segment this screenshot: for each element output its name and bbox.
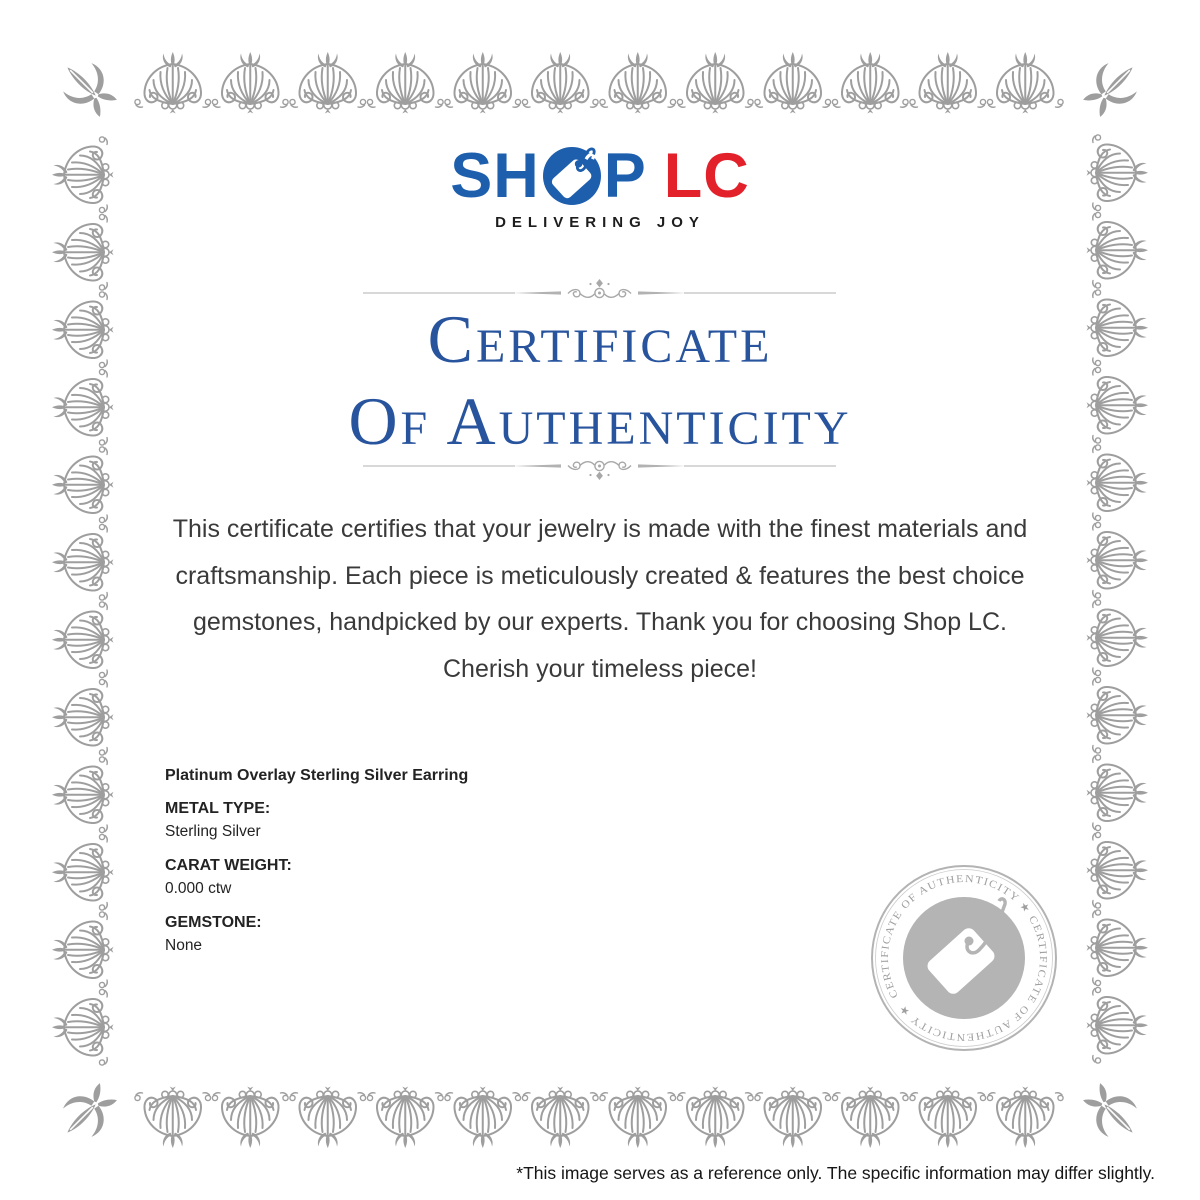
gemstone-label: GEMSTONE: — [165, 914, 262, 931]
body-line: Cherish your timeless piece! — [442, 654, 757, 683]
logo-text-p: P — [603, 141, 647, 211]
certificate-title — [0, 298, 1200, 462]
product-details — [165, 766, 468, 956]
authenticity-seal — [868, 862, 1060, 1054]
footer-disclaimer: *This image serves as a reference only. The specific information may differ slightly. — [516, 1163, 1155, 1183]
detail-row-carat — [165, 855, 468, 899]
title-line-1: Certificate — [427, 301, 773, 377]
carat-weight-value: 0.000 ctw — [165, 880, 232, 897]
detail-row-gemstone — [165, 912, 468, 956]
body-line: gemstones, handpicked by our experts. Thank you for choosing Shop LC. — [193, 608, 1007, 636]
seal-ring-text: CERTIFICATE OF AUTHENTICITY ★ CERTIFICATE OF AUTHENTICITY ★ — [879, 873, 1049, 1043]
body-line: This certificate certifies that your jewelry is made with the finest materials and — [172, 515, 1028, 543]
certificate-body-text — [150, 506, 1050, 692]
title-line-2: Of Authenticity — [348, 383, 852, 459]
carat-weight-label: CARAT WEIGHT: — [165, 857, 292, 874]
logo-tagline: DELIVERING JOY — [495, 214, 705, 231]
gemstone-value: None — [165, 937, 203, 954]
product-name: Platinum Overlay Sterling Silver Earring — [165, 767, 469, 784]
body-line: craftsmanship. Each piece is meticulously created & features the best choice — [175, 561, 1025, 590]
metal-type-label: METAL TYPE: — [165, 800, 271, 817]
ornamental-divider-bottom — [363, 450, 836, 482]
detail-row-metal — [165, 798, 468, 842]
logo-text-lc: LC — [663, 141, 750, 211]
price-tag-circle-icon — [543, 147, 601, 205]
shoplc-logo — [0, 141, 1200, 231]
metal-type-value: Sterling Silver — [165, 823, 261, 840]
logo-text-sh: SH — [450, 141, 540, 211]
